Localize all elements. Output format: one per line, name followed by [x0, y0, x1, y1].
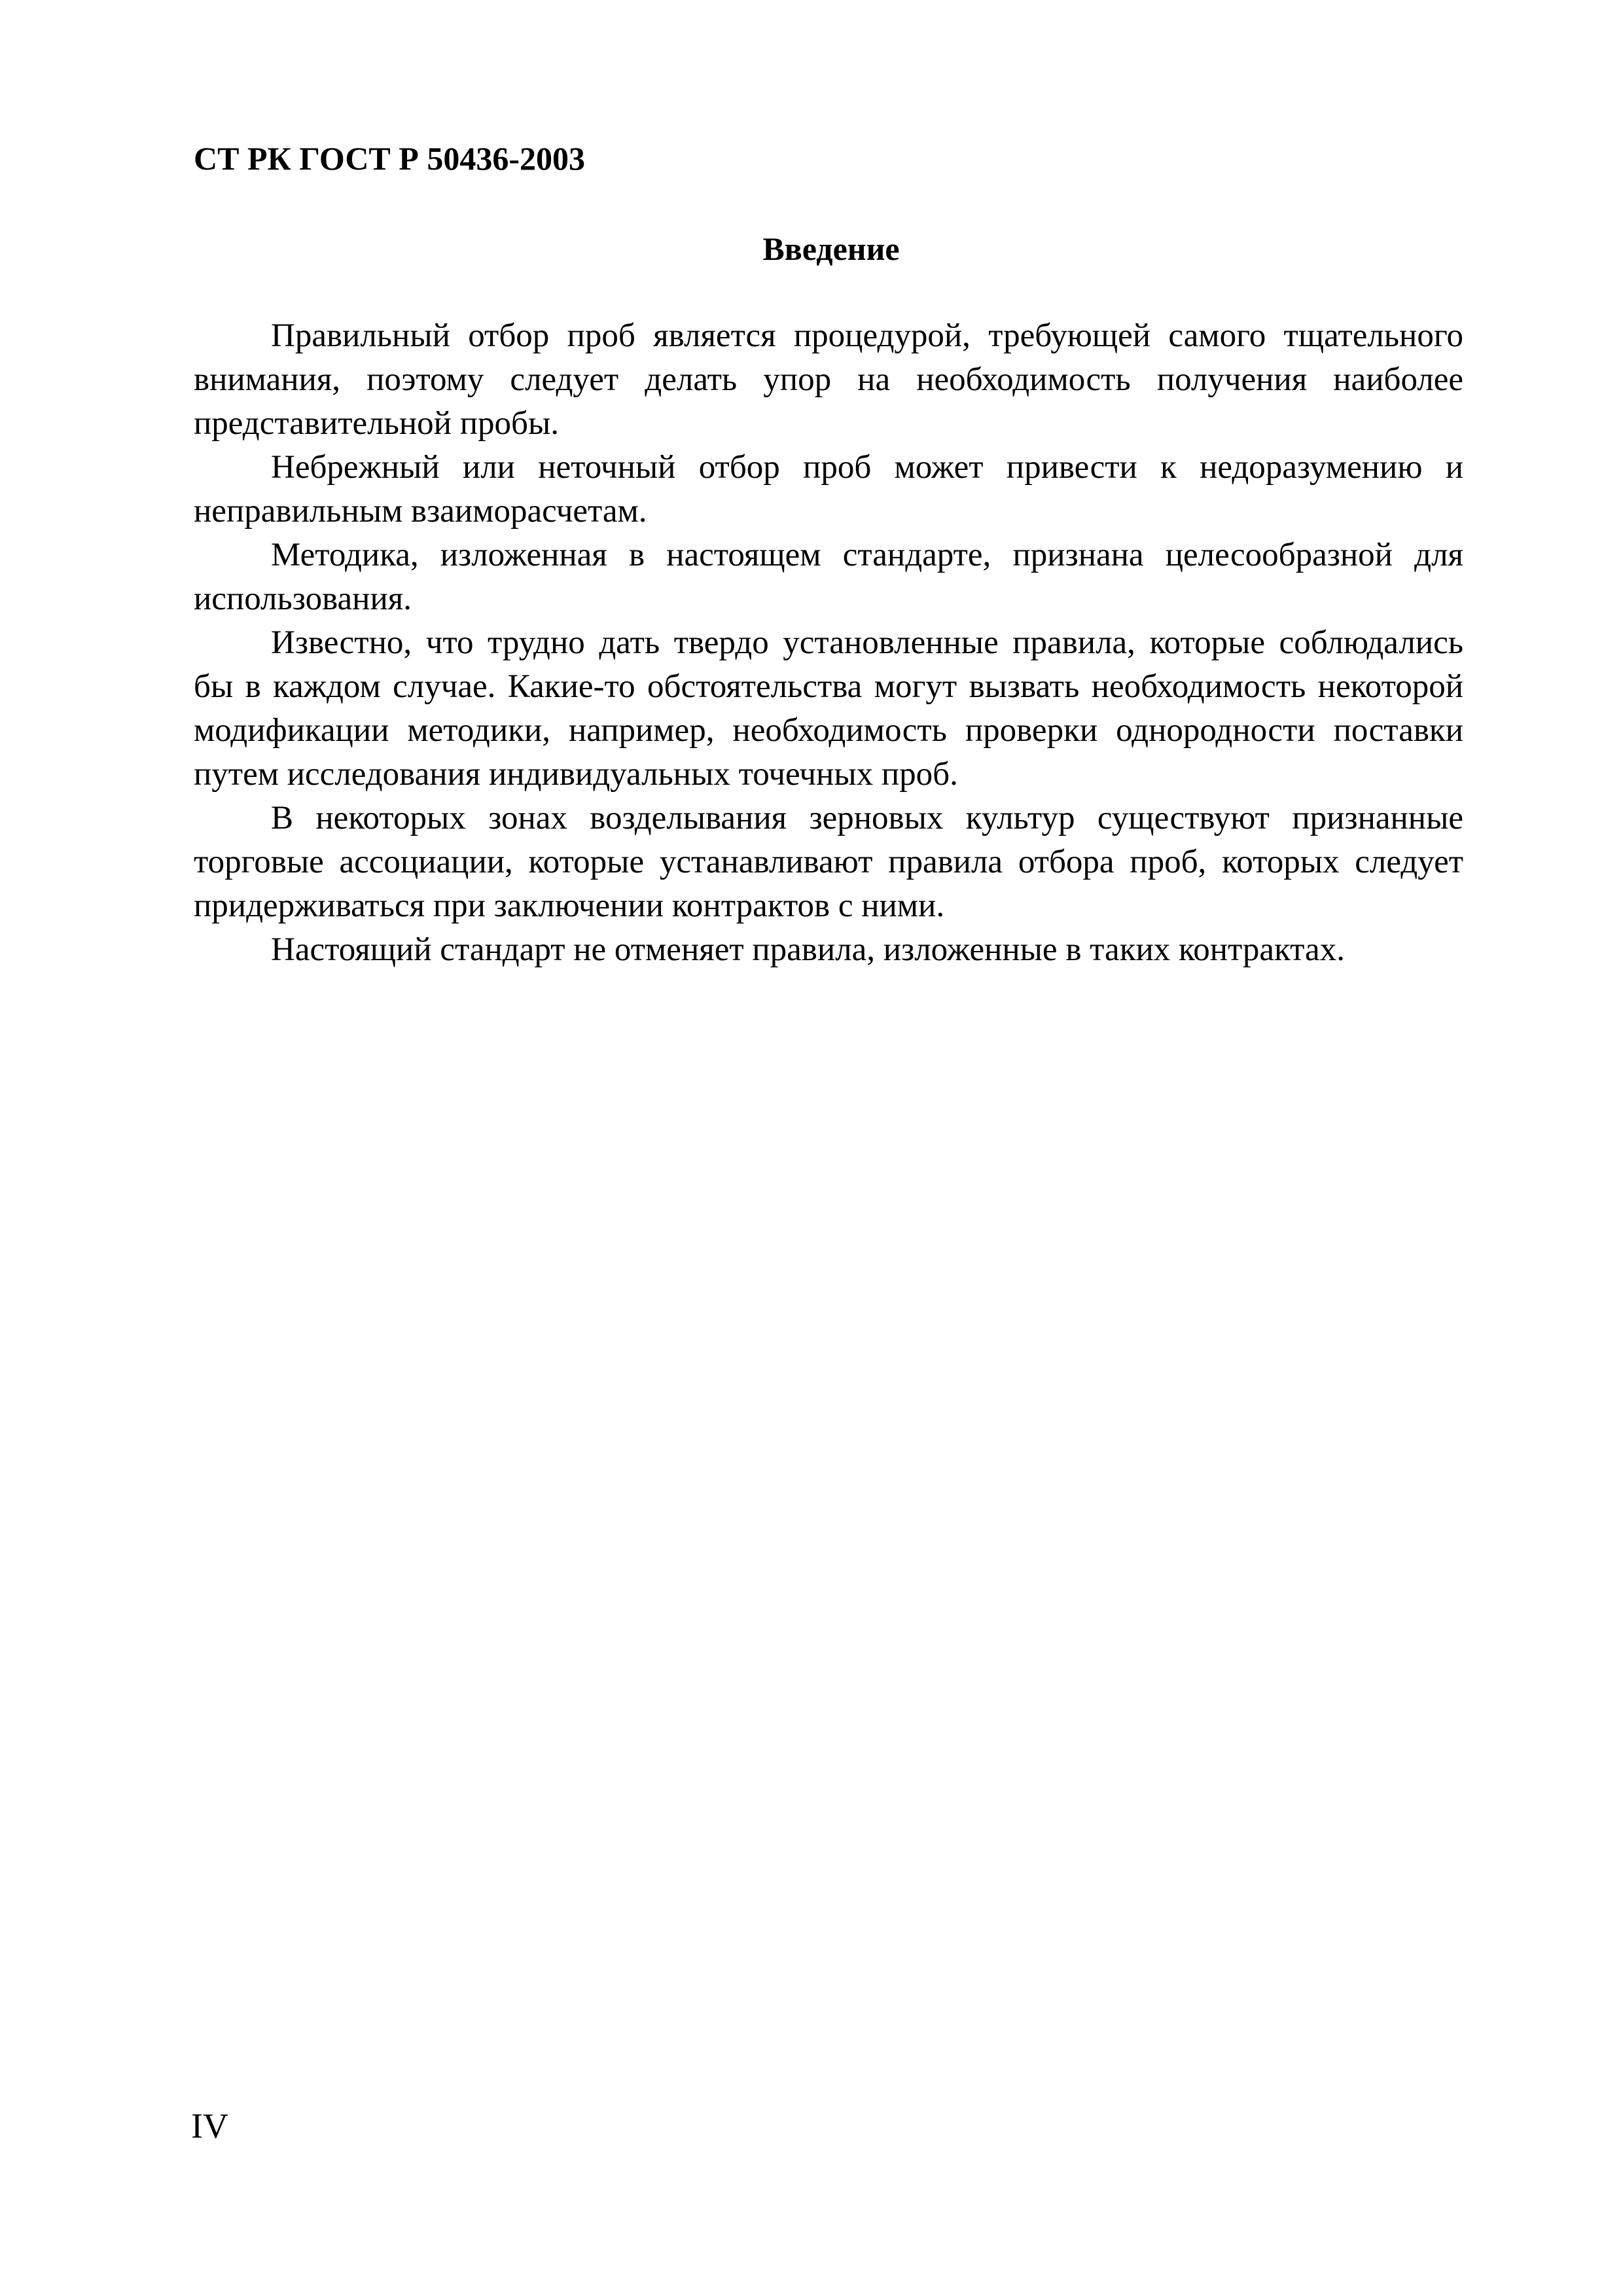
paragraph: Правильный отбор проб является процедурой, требующей самого тщательного внимания, поэтому следует делать упор на необходимость получения наиболее представительной пробы.: [194, 317, 1463, 442]
paragraph: Небрежный или неточный отбор проб может привести к недоразумению и неправильным взаиморасчетам.: [194, 449, 1463, 529]
section-title: Введение: [762, 230, 900, 267]
paragraph: Методика, изложенная в настоящем стандарте, признана целесообразной для использования.: [194, 537, 1463, 617]
paragraph: Настоящий стандарт не отменяет правила, изложенные в таких контрактах.: [271, 931, 1345, 968]
body-text: [194, 314, 1463, 972]
paragraph: В некоторых зонах возделывания зерновых культур существуют признанные торговые ассоциации, которые устанавливают правила отбора проб, которых следует придерживаться при заключении контрактов с ними.: [194, 800, 1463, 924]
page-number: IV: [191, 2106, 228, 2145]
paragraph: Известно, что трудно дать твердо установленные правила, которые соблюдались бы в каждом случае. Какие-то обстоятельства могут вызвать необходимость некоторой модификации методики, например, необходимость проверки однородности поставки путем исследования индивидуальных точечных проб.: [194, 624, 1463, 793]
document-code: СТ РК ГОСТ Р 50436-2003: [194, 140, 585, 177]
